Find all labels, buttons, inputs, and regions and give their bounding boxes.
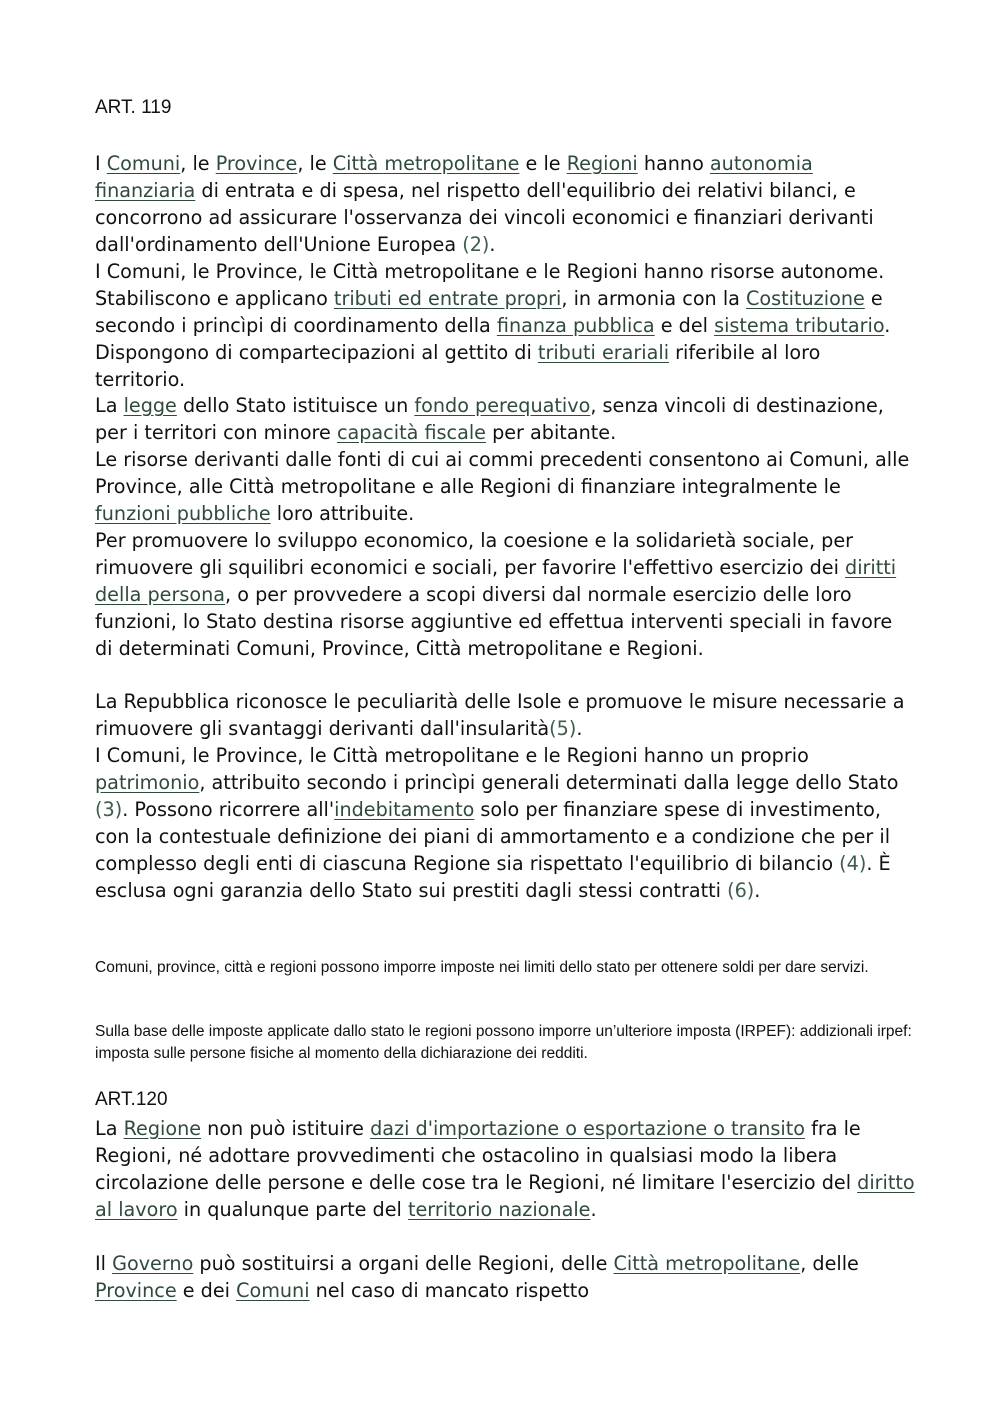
text-run: Le risorse derivanti dalle fonti di cui ai commi precedenti consentono ai Comuni, alle Province, alle Città metropolitane e alle Regioni di finanziare integralmente le xyxy=(95,448,910,498)
text-run: . xyxy=(754,879,761,902)
text-run: nel caso di mancato rispetto xyxy=(309,1279,590,1302)
text-run: La xyxy=(95,1117,124,1140)
hyperlink[interactable]: Province xyxy=(215,152,298,175)
text-run: , senza vincoli di destinazione, per i territori con minore xyxy=(95,394,884,444)
footnote-reference: (4) xyxy=(839,852,867,875)
study-note-2: Sulla base delle imposte applicate dallo stato le regioni possono imporre un’ulteriore imposta (IRPEF): addizionali irpef: imposta sulle persone fisiche al momento della dichiarazione dei redditi. xyxy=(95,1023,912,1062)
text-run: . xyxy=(576,717,583,740)
hyperlink[interactable]: territorio nazionale xyxy=(407,1198,591,1221)
art119-paragraph-2 xyxy=(95,258,915,393)
hyperlink[interactable]: finanza pubblica xyxy=(496,314,655,337)
footnote-reference: (5) xyxy=(549,717,577,740)
text-run: loro attribuite. xyxy=(270,502,415,525)
footnote-reference: (3) xyxy=(95,798,123,821)
study-note-1: Comuni, province, città e regioni possono imporre imposte nei limiti dello stato per ottenere soldi per dare servizi. xyxy=(95,959,869,976)
art119-paragraph-4 xyxy=(95,446,915,527)
hyperlink[interactable]: dazi d'importazione o esportazione o transito xyxy=(370,1117,805,1140)
hyperlink[interactable]: fondo perequativo xyxy=(414,394,591,417)
art120-paragraph-1 xyxy=(95,1115,915,1223)
hyperlink[interactable]: Regioni xyxy=(566,152,638,175)
text-run: . Dispongono di compartecipazioni al gettito di xyxy=(95,314,891,364)
hyperlink[interactable]: sistema tributario xyxy=(714,314,885,337)
text-run: , le xyxy=(297,152,333,175)
hyperlink[interactable]: funzioni pubbliche xyxy=(95,502,271,525)
hyperlink[interactable]: Costituzione xyxy=(746,287,865,310)
text-run: hanno xyxy=(637,152,710,175)
text-run: La xyxy=(95,394,124,417)
hyperlink[interactable]: diritti della persona xyxy=(95,556,897,606)
text-run: . Possono ricorrere all' xyxy=(122,798,335,821)
hyperlink[interactable]: Comuni xyxy=(106,152,181,175)
text-run: dello Stato istituisce un xyxy=(176,394,415,417)
art120-paragraph-2 xyxy=(95,1250,915,1304)
text-run: La Repubblica riconosce le peculiarità delle Isole e promuove le misure necessarie a rimuovere gli svantaggi derivanti dall'insularità xyxy=(95,690,905,740)
text-run: e dei xyxy=(176,1279,237,1302)
text-run: . È esclusa ogni garanzia dello Stato sui prestiti dagli stessi contratti xyxy=(95,852,891,902)
text-run: I xyxy=(95,152,107,175)
hyperlink[interactable]: Province xyxy=(95,1279,177,1302)
text-run: e secondo i princìpi di coordinamento della xyxy=(95,287,883,337)
text-run: fra le Regioni, né adottare provvedimenti che ostacolino in qualsiasi modo la libera circolazione delle persone e delle cose tra le Regioni, né limitare l'esercizio del xyxy=(95,1117,861,1194)
hyperlink[interactable]: Città metropolitane xyxy=(613,1252,801,1275)
text-run: , attribuito secondo i princìpi generali determinati dalla legge dello Stato xyxy=(199,771,899,794)
text-run: non può istituire xyxy=(201,1117,371,1140)
text-run: e le xyxy=(519,152,567,175)
text-run: solo per finanziare spese di investimento, con la contestuale definizione dei piani di ammortamento e a condizione che per il complesso degli enti di ciascuna Regione sia rispettato l'equilibrio di bilancio xyxy=(95,798,891,875)
text-run: I Comuni, le Province, le Città metropolitane e le Regioni hanno un proprio xyxy=(95,744,809,767)
footnote-reference: (6) xyxy=(727,879,755,902)
hyperlink[interactable]: capacità fiscale xyxy=(336,421,486,444)
text-run: Il xyxy=(95,1252,113,1275)
hyperlink[interactable]: legge xyxy=(123,394,177,417)
text-run: . xyxy=(489,233,496,256)
text-run: . xyxy=(590,1198,597,1221)
article-119-title: ART. 119 xyxy=(95,97,172,118)
hyperlink[interactable]: patrimonio xyxy=(95,771,200,794)
text-run: I Comuni, le Province, le Città metropolitane e le Regioni hanno risorse autonome. Stabiliscono e applicano xyxy=(95,260,885,310)
art119-paragraph-1 xyxy=(95,150,915,258)
text-run: per abitante. xyxy=(485,421,617,444)
text-run: in qualunque parte del xyxy=(177,1198,408,1221)
hyperlink[interactable]: tributi ed entrate propri xyxy=(333,287,562,310)
hyperlink[interactable]: tributi erariali xyxy=(537,341,670,364)
text-run: , in armonia con la xyxy=(561,287,747,310)
text-run: di entrata e di spesa, nel rispetto dell'equilibrio dei relativi bilanci, e concorrono ad assicurare l'osservanza dei vincoli economici e finanziari derivanti dall'ordinamento dell'Unione Europea xyxy=(95,179,874,256)
hyperlink[interactable]: Regione xyxy=(123,1117,202,1140)
text-run: , o per provvedere a scopi diversi dal normale esercizio delle loro funzioni, lo Stato destina risorse aggiuntive ed effettua interventi speciali in favore di determinati Comuni, Province, Città metropolitane e Regioni. xyxy=(95,583,893,660)
article-120-title: ART.120 xyxy=(95,1089,168,1110)
text-run: Per promuovere lo sviluppo economico, la coesione e la solidarietà sociale, per rimuovere gli squilibri economici e sociali, per favorire l'effettivo esercizio dei xyxy=(95,529,854,579)
art119-paragraph-5 xyxy=(95,527,915,662)
hyperlink[interactable]: Comuni xyxy=(236,1279,310,1302)
text-run: e del xyxy=(654,314,715,337)
hyperlink[interactable]: Governo xyxy=(112,1252,194,1275)
art119-paragraph-6 xyxy=(95,688,915,742)
text-run: , le xyxy=(180,152,216,175)
hyperlink[interactable]: autonomia finanziaria xyxy=(95,152,813,202)
text-run: , delle xyxy=(800,1252,859,1275)
art119-paragraph-7 xyxy=(95,742,915,904)
footnote-reference: (2) xyxy=(462,233,490,256)
text-run: riferibile al loro territorio. xyxy=(95,341,821,391)
art119-paragraph-3 xyxy=(95,392,915,446)
text-run: può sostituirsi a organi delle Regioni, delle xyxy=(193,1252,614,1275)
hyperlink[interactable]: Città metropolitane xyxy=(332,152,520,175)
hyperlink[interactable]: diritto al lavoro xyxy=(95,1171,915,1221)
hyperlink[interactable]: indebitamento xyxy=(334,798,475,821)
